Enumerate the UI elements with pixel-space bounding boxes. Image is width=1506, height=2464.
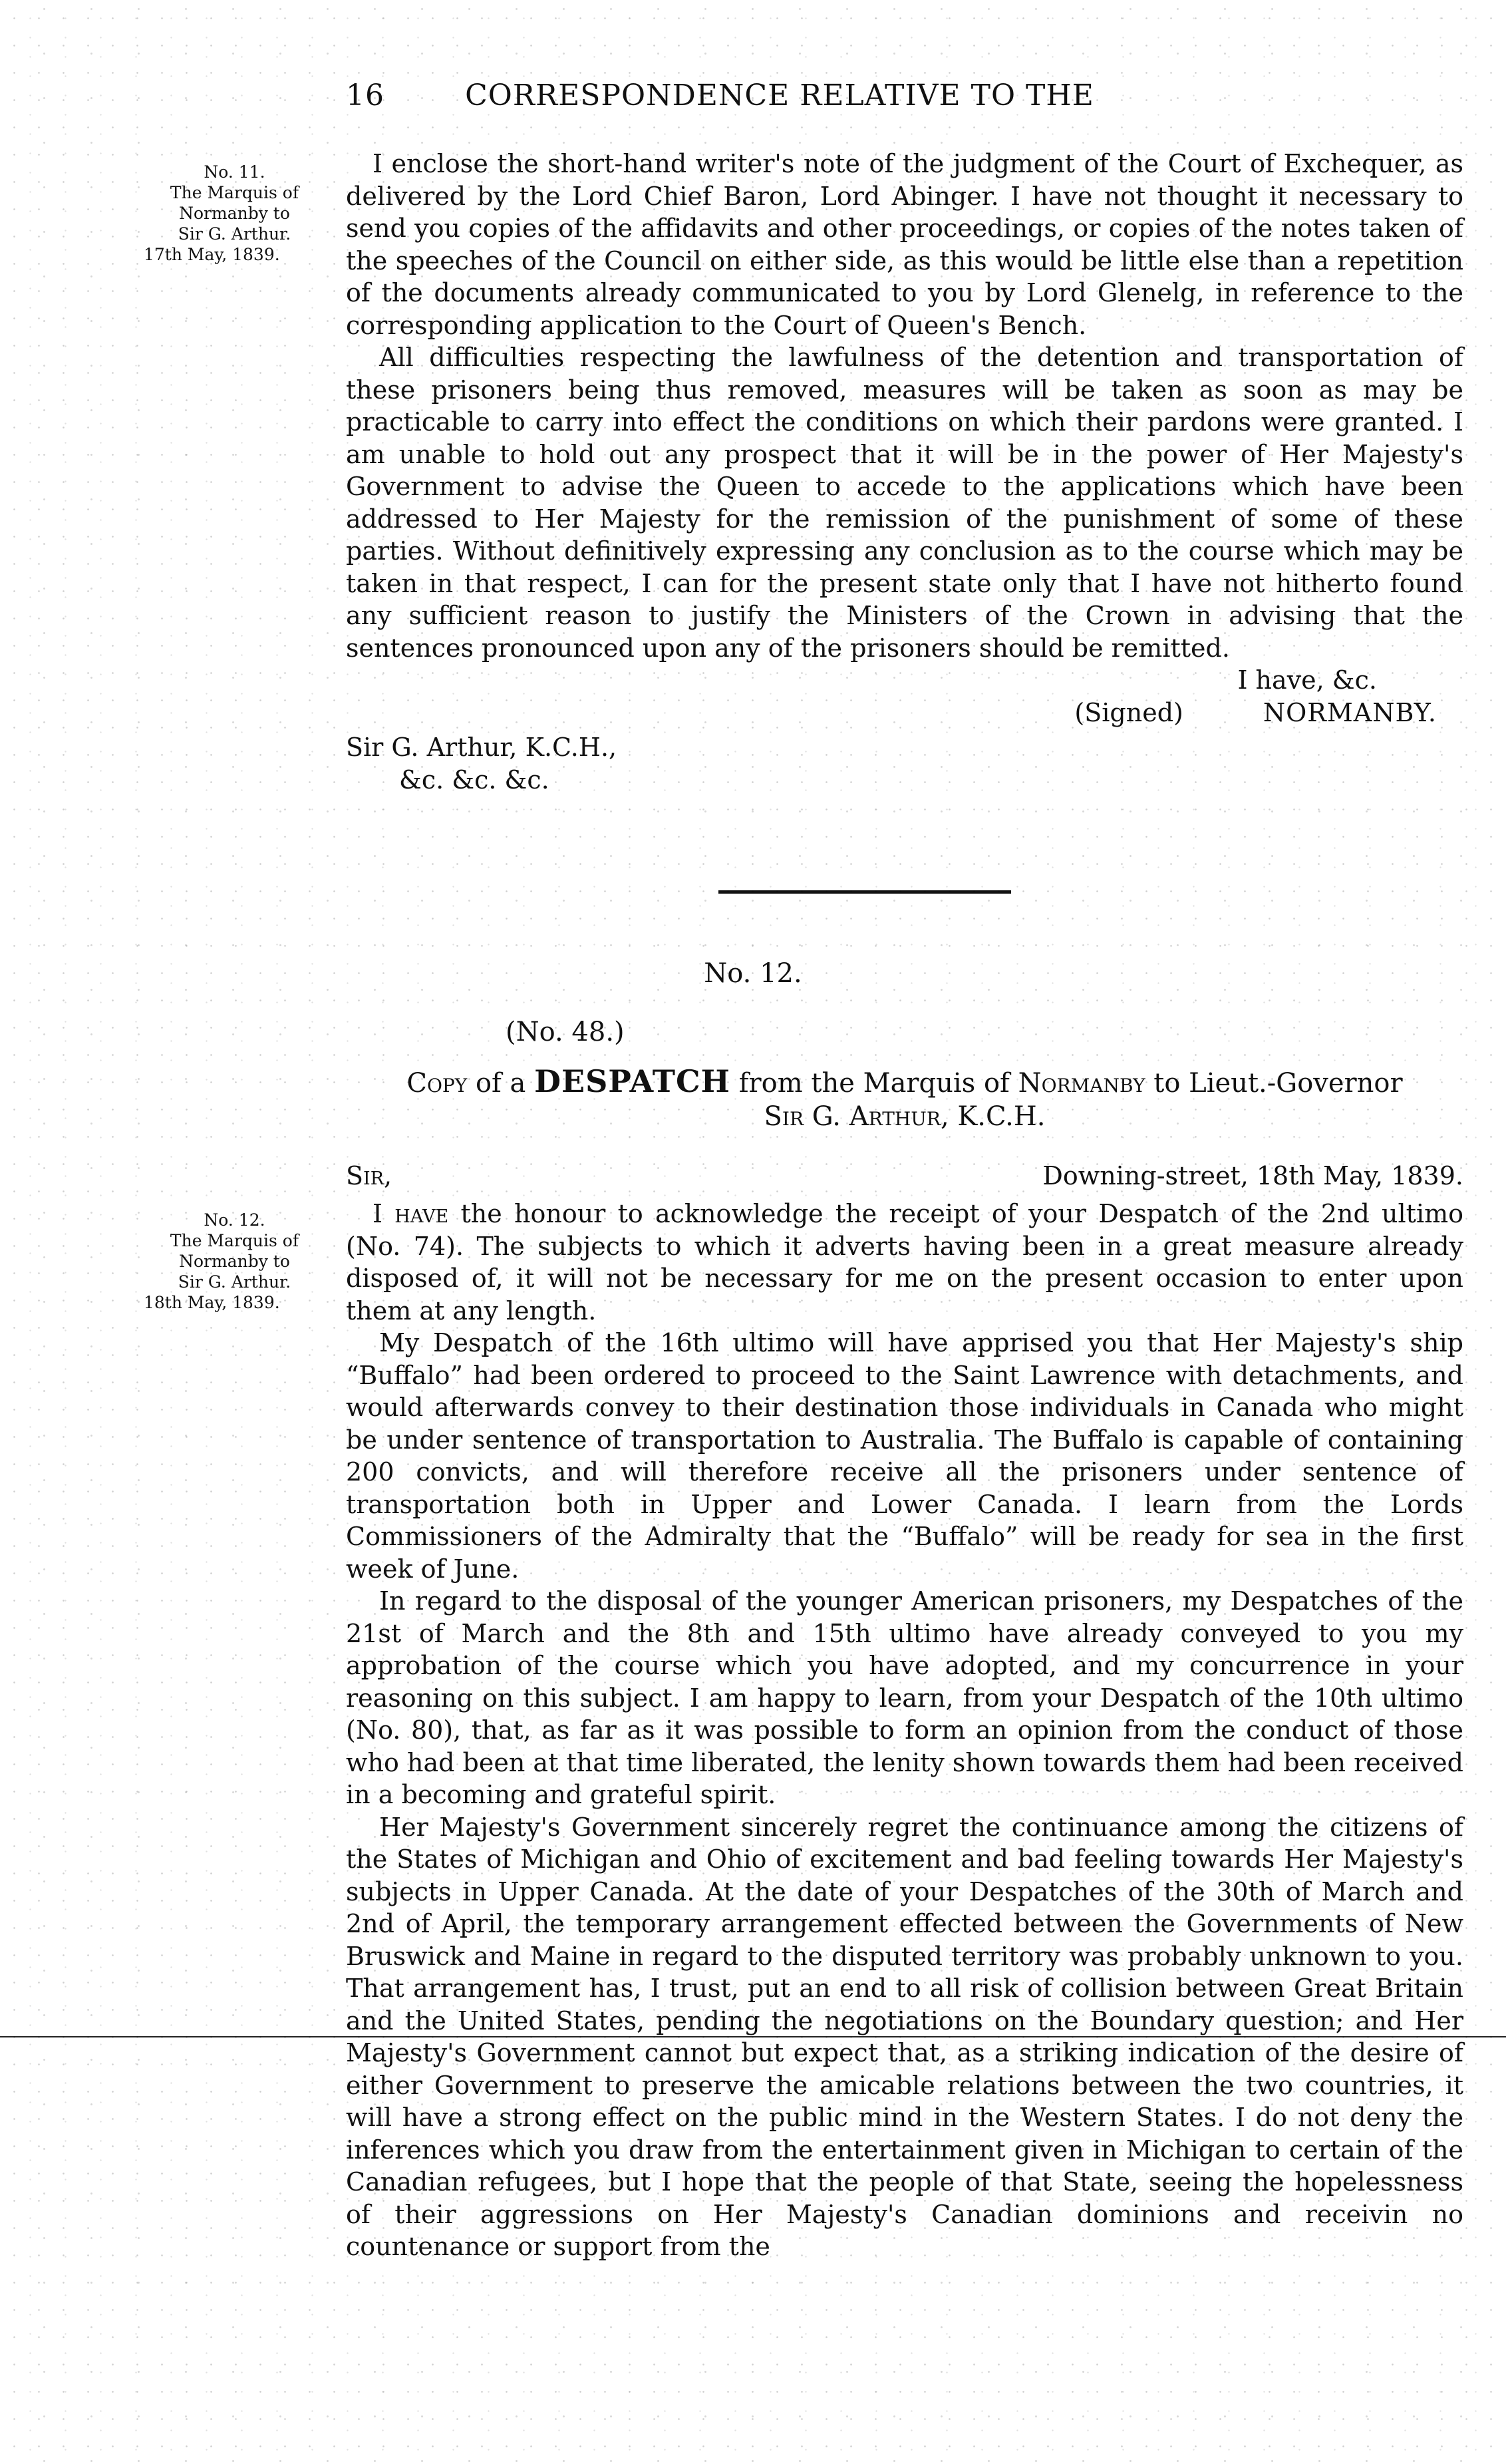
side-note-line: The Marquis of (170, 183, 299, 202)
side-note-line: Sir G. Arthur. (178, 1272, 291, 1292)
closing: I have, &c. (1237, 665, 1377, 695)
despatch-title (346, 1065, 1463, 1133)
signatory: NORMANBY. (1263, 697, 1437, 727)
title-despatch: DESPATCH (534, 1063, 731, 1099)
paragraph: In regard to the disposal of the younger American prisoners, my Despatches of the 21st of March and the 8th and 15th ultimo have already conveyed to you my approbation of the course which you have adopted, and my concurrence in your reasoning on this subject. I am happy to learn, from your Despatch of the 10th ultimo (No. 80), that, as far as it was possible to form an opinion from the conduct of those who had been at that time liberated, the lenity shown towards them had been received in a becoming and grateful spirit. (346, 1586, 1463, 1809)
addressee-line: Sir G. Arthur, K.C.H., (346, 733, 617, 762)
title-from: from the Marquis of (738, 1068, 1010, 1099)
title-copy: Copy (406, 1068, 468, 1099)
title-of-a: of a (475, 1068, 526, 1099)
paragraph-text: the honour to acknowledge the receipt of your Despatch of the 2nd ultimo (No. 74). The subjects to which it adverts having been in a great measure already disposed of, it will not be necessary for me on the present occasion to enter upon them at any length. (346, 1199, 1464, 1325)
side-note-number: No. 11. (204, 162, 265, 182)
paragraph: My Despatch of the 16th ultimo will have apprised you that Her Majesty's ship “Buffalo” had been ordered to proceed to the Saint Lawrence with detachments, and would afterwards convey to their destination those individuals in Canada who might be under sentence of transportation to Australia. The Buffalo is capable of containing 200 convicts, and will therefore receive all the prisoners under sentence of transportation both in Upper and Lower Canada. I learn from the Lords Commissioners of the Admiralty that the “Buffalo” will be ready for sea in the first week of June. (346, 1328, 1463, 1584)
letter-11-body (346, 148, 1463, 796)
addressee-line: &c. &c. &c. (399, 765, 549, 794)
side-note-letter-11 (140, 162, 329, 265)
salutation: Sir, (346, 1161, 392, 1190)
addressee (346, 731, 1463, 796)
paragraph: I enclose the short-hand writer's note of the judgment of the Court of Exchequer, as delivered by the Lord Chief Baron, Lord Abinger. I have not thought it necessary to send you copies of the affidavits and other proceedings, or copies of the notes taken of the speeches of the Council on either side, as this would be little else than a repetition of the documents already communicated to you by Lord Glenelg, in reference to the corresponding application to the Court of Queen's Bench. (346, 149, 1463, 340)
paragraph (346, 1198, 1463, 1327)
letter-number-heading: No. 12. (704, 958, 802, 989)
place-date: Downing-street, 18th May, 1839. (1042, 1161, 1463, 1190)
title-line-2: Sir G. Arthur, K.C.H. (764, 1101, 1046, 1132)
paragraph: All difficulties respecting the lawfulness of the detention and transportation of these prisoners being thus removed, measures will be taken as soon as may be practicable to carry into effect the conditions on which their pardons were granted. I am unable to hold out any prospect that it will be in the power of Her Majesty's Government to advise the Queen to accede to the applications which have been addressed to Her Majesty for the remission of the punishment of some of these parties. Without definitively expressing any conclusion as to the course which may be taken in that respect, I can for the present state only that I have not hitherto found any sufficient reason to justify the Ministers of the Crown in advising that the sentences pronounced upon any of the prisoners should be remitted. (346, 343, 1463, 663)
running-title: CORRESPONDENCE RELATIVE TO THE (465, 79, 1094, 112)
signature-line (346, 697, 1463, 729)
running-head (346, 79, 1213, 118)
side-note-number: No. 12. (204, 1210, 265, 1230)
salutation-row (346, 1161, 1463, 1190)
side-note-line: Normanby to (179, 1252, 290, 1271)
side-note-letter-12 (140, 1210, 329, 1313)
lead-word: I have (373, 1199, 449, 1228)
section-divider (718, 890, 1011, 894)
paragraph: Her Majesty's Government sincerely regret the continuance among the citizens of the States of Michigan and Ohio of excitement and bad feeling towards Her Majesty's subjects in Upper Canada. At the date of your Despatches of the 30th of March and 2nd of April, the temporary arrangement effected between the Governments of New Bruswick and Maine in regard to the disputed territory was probably unknown to you. That arrangement has, I trust, put an end to all risk of collision between Great Britain and the United States, pending the negotiations on the Boundary question; and Her Majesty's Government cannot but expect that, as a striking indication of the desire of either Government to preserve the amicable relations between the two countries, it will have a strong effect on the public mind in the Western States. I do not deny the inferences which you draw from the entertainment given in Michigan to certain of the Canadian refugees, but I hope that the people of that State, seeing the hopelessness of their aggressions on Her Majesty's Canadian dominions and receivin no countenance or support from the (346, 1812, 1463, 2261)
side-note-line: The Marquis of (170, 1231, 299, 1250)
page-number: 16 (346, 79, 384, 112)
signed-label: (Signed) (1074, 697, 1183, 727)
side-note-date: 17th May, 1839. (144, 245, 280, 264)
side-note-line: Sir G. Arthur. (178, 224, 291, 244)
despatch-number: (No. 48.) (506, 1017, 625, 1047)
side-note-date: 18th May, 1839. (144, 1293, 280, 1312)
letter-12-body (346, 1198, 1463, 2263)
title-to: to Lieut.-Governor (1153, 1068, 1403, 1099)
scan-fold-line (0, 2036, 1506, 2037)
title-normanby: Normanby (1018, 1068, 1145, 1099)
side-note-line: Normanby to (179, 204, 290, 223)
